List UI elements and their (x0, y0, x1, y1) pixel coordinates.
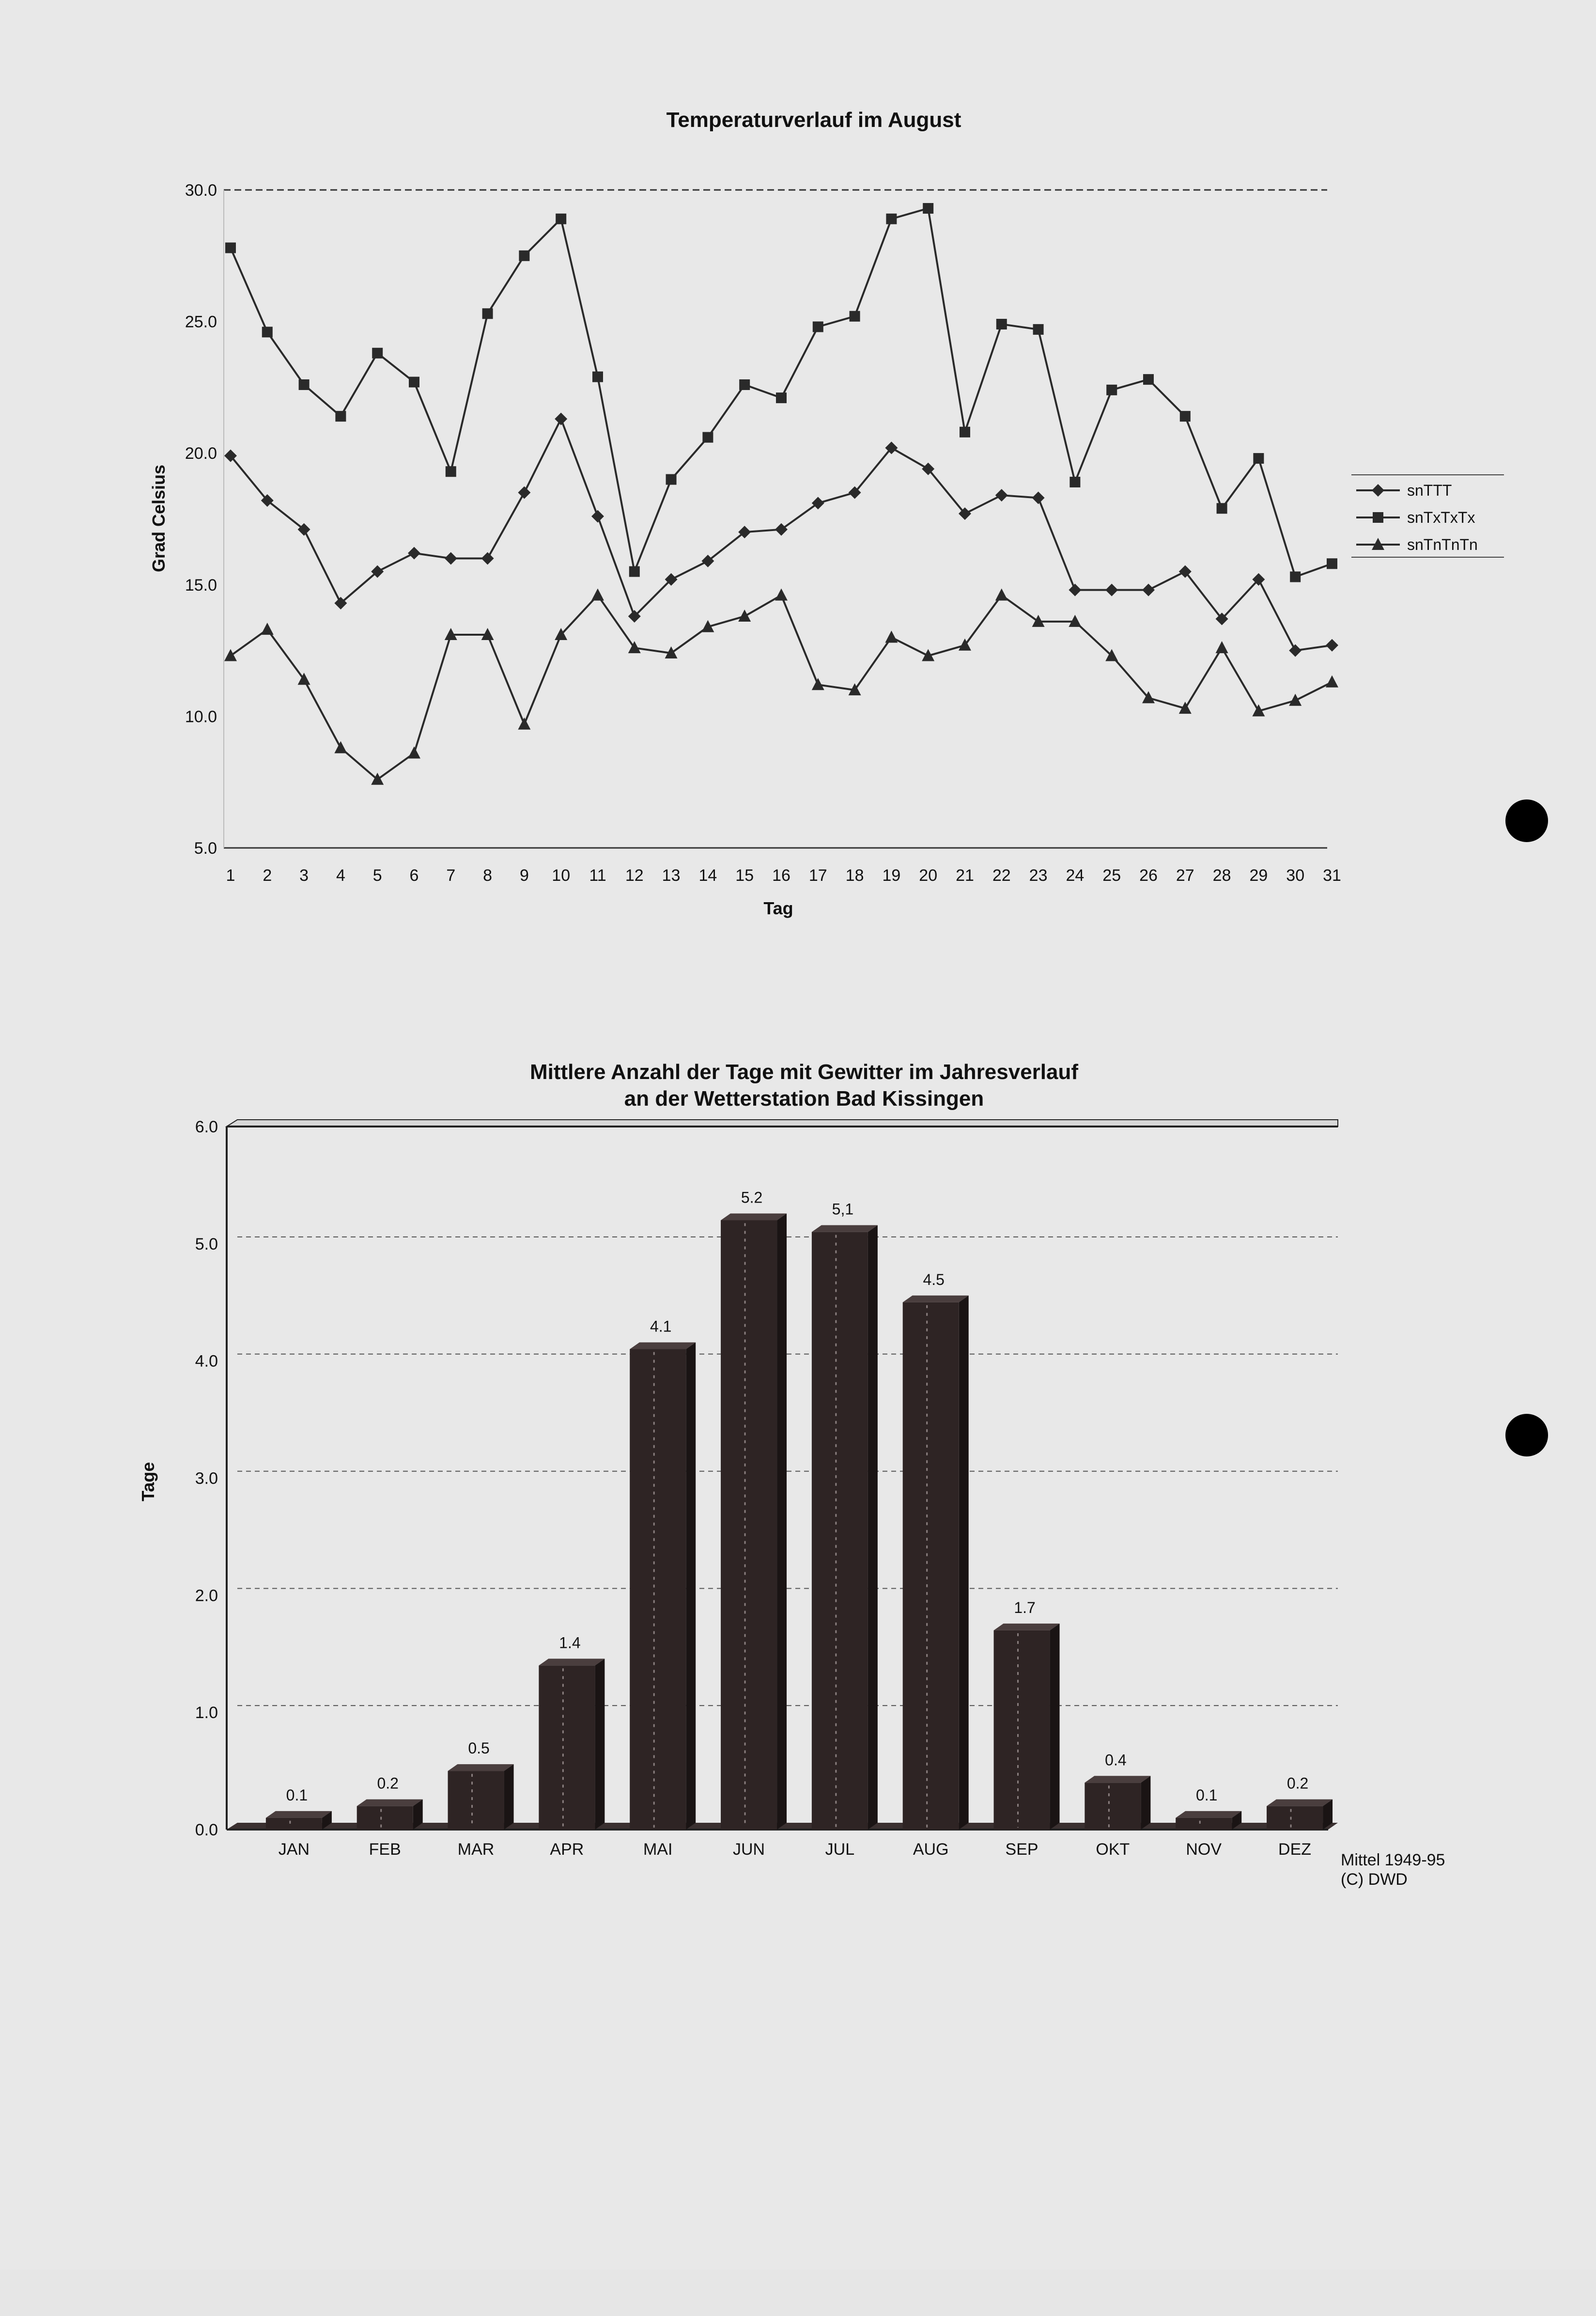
x-tick-label: APR (550, 1840, 584, 1859)
point-snTxTxTx (1217, 503, 1227, 514)
point-snTxTxTx (923, 203, 933, 214)
bar-APR (539, 1659, 604, 1830)
point-snTxTxTx (225, 243, 236, 253)
value-label: 5,1 (832, 1200, 854, 1218)
bar-front (448, 1771, 504, 1830)
point-snTnTnTn (995, 589, 1008, 601)
point-snTxTxTx (1253, 453, 1264, 464)
point-snTxTxTx (886, 214, 897, 224)
point-snTTT (481, 552, 494, 564)
bar-top (1085, 1776, 1150, 1783)
legend-label-snTTT: snTTT (1407, 482, 1452, 499)
bar-top (1267, 1800, 1333, 1806)
y-tick-label: 20.0 (185, 444, 217, 463)
x-tick-label: JUL (825, 1840, 855, 1859)
y-tick-label: 10.0 (185, 707, 217, 726)
point-snTTT (518, 486, 530, 499)
bar-top (812, 1225, 878, 1232)
chart1-gridlines (224, 190, 1327, 848)
y-tick-label: 6.0 (195, 1118, 218, 1136)
x-tick-label: 16 (772, 866, 790, 885)
value-label: 0.2 (377, 1774, 399, 1792)
legend-label-snTnTnTn: snTnTnTn (1407, 536, 1478, 553)
y-tick-label: 30.0 (185, 181, 217, 200)
x-tick-label: 21 (956, 866, 974, 885)
y-tick-label: 4.0 (195, 1352, 218, 1371)
point-snTxTxTx (1033, 324, 1044, 335)
bar-front (630, 1349, 686, 1830)
bar-MAR (448, 1764, 514, 1830)
x-tick-label: 26 (1139, 866, 1158, 885)
bar-front (903, 1302, 959, 1830)
point-snTnTnTn (738, 610, 751, 622)
value-label: 4.1 (650, 1317, 672, 1335)
x-tick-label: 6 (409, 866, 419, 885)
x-tick-label: 19 (882, 866, 901, 885)
bar-AUG (903, 1296, 969, 1830)
point-snTnTnTn (408, 746, 420, 758)
bar-front (1176, 1818, 1232, 1830)
x-tick-label: 15 (735, 866, 754, 885)
chart2-ylabel: Tage (138, 1462, 158, 1502)
x-tick-label: NOV (1186, 1840, 1222, 1859)
bar-top (266, 1811, 332, 1818)
legend-marker-snTxTxTx (1373, 512, 1383, 523)
x-tick-label: JAN (278, 1840, 310, 1859)
bar-top (630, 1342, 696, 1349)
point-snTTT (591, 510, 604, 523)
bar-top (721, 1213, 787, 1220)
chart2-subtitle: an der Wetterstation Bad Kissingen (624, 1087, 984, 1111)
bar-top (903, 1296, 969, 1302)
x-tick-label: AUG (913, 1840, 949, 1859)
point-snTxTxTx (666, 474, 677, 485)
point-snTxTxTx (372, 348, 383, 359)
x-tick-label: 1 (226, 866, 235, 885)
point-snTxTxTx (446, 466, 456, 477)
x-tick-label: 18 (845, 866, 864, 885)
x-tick-label: 20 (919, 866, 938, 885)
line-snTnTnTn (231, 595, 1332, 780)
x-tick-label: 5 (372, 866, 382, 885)
bar-front (1085, 1783, 1141, 1830)
x-tick-label: 3 (299, 866, 309, 885)
bar-top (994, 1624, 1060, 1630)
x-tick-label: 9 (519, 866, 529, 885)
x-tick-label: 22 (992, 866, 1011, 885)
point-snTnTnTn (1289, 694, 1302, 706)
bar-front (539, 1665, 595, 1830)
bar-side (959, 1296, 969, 1830)
point-snTTT (1289, 644, 1302, 657)
bar-side (686, 1342, 696, 1830)
point-snTTT (775, 523, 788, 536)
point-snTnTnTn (224, 649, 237, 661)
series-snTnTnTn (224, 589, 1338, 785)
point-snTxTxTx (1106, 385, 1117, 395)
bar-JAN (266, 1811, 332, 1830)
x-tick-label: 10 (552, 866, 571, 885)
point-snTnTnTn (1326, 675, 1338, 688)
point-snTxTxTx (335, 411, 346, 422)
point-snTxTxTx (850, 311, 860, 322)
value-label: 0.1 (1195, 1786, 1218, 1804)
x-tick-label: 23 (1029, 866, 1048, 885)
bar-side (868, 1225, 878, 1830)
temperature-line-chart (0, 0, 1596, 1008)
point-snTnTnTn (1216, 641, 1228, 653)
chart1-title: Temperaturverlauf im August (666, 108, 961, 132)
point-snTxTxTx (960, 427, 970, 438)
bar-JUN (721, 1213, 787, 1830)
bar-side (777, 1213, 787, 1830)
point-snTxTxTx (739, 379, 750, 390)
legend-marker-snTTT (1372, 484, 1384, 497)
x-tick-label: DEZ (1278, 1840, 1312, 1859)
bar-OKT (1085, 1776, 1150, 1830)
value-label: 0.2 (1286, 1774, 1309, 1792)
chart2-bars (266, 1213, 1333, 1830)
value-label: 0.1 (286, 1786, 308, 1804)
x-tick-label: 30 (1286, 866, 1305, 885)
x-tick-label: 29 (1249, 866, 1268, 885)
bar-front (357, 1806, 413, 1830)
thunderstorm-bar-chart (0, 1008, 1596, 2316)
value-label: 4.5 (923, 1270, 945, 1288)
point-snTTT (1032, 492, 1045, 504)
point-snTnTnTn (334, 741, 347, 753)
y-tick-label: 1.0 (195, 1704, 218, 1722)
point-snTxTxTx (1290, 572, 1301, 582)
series-snTTT (224, 413, 1338, 657)
chart2-title: Mittlere Anzahl der Tage mit Gewitter im Jahresverlauf (529, 1060, 1079, 1084)
bar-front (721, 1220, 777, 1830)
chart2-y-ticks (195, 1118, 218, 1839)
x-tick-label: FEB (369, 1840, 401, 1859)
point-snTTT (1069, 584, 1081, 596)
bar-front (994, 1630, 1050, 1830)
chart2-x-ticks (279, 1840, 1311, 1859)
x-tick-label: 27 (1176, 866, 1194, 885)
y-tick-label: 25.0 (185, 313, 217, 331)
point-snTxTxTx (1327, 558, 1337, 569)
x-tick-label: 24 (1066, 866, 1085, 885)
point-snTnTnTn (261, 623, 274, 635)
frame-top-3d (227, 1120, 1338, 1127)
point-snTTT (408, 547, 420, 560)
point-snTxTxTx (262, 327, 273, 337)
point-snTTT (995, 489, 1008, 501)
bar-JUL (812, 1225, 878, 1830)
bar-front (812, 1232, 868, 1830)
value-label: 1.4 (559, 1634, 581, 1652)
x-tick-label: 8 (483, 866, 493, 885)
x-tick-label: MAI (643, 1840, 673, 1859)
point-snTxTxTx (482, 308, 493, 319)
chart1-ylabel: Grad Celsius (149, 464, 169, 573)
point-snTxTxTx (299, 379, 310, 390)
chart2-value-labels (286, 1189, 1309, 1803)
x-tick-label: 17 (808, 866, 827, 885)
bar-top (539, 1659, 604, 1665)
point-snTxTxTx (702, 432, 713, 443)
bar-top (1176, 1811, 1241, 1818)
point-snTxTxTx (1143, 374, 1154, 385)
x-tick-label: 13 (662, 866, 681, 885)
bar-front (266, 1818, 322, 1830)
value-label: 1.7 (1014, 1598, 1036, 1616)
bar-front (1267, 1806, 1323, 1830)
x-tick-label: SEP (1005, 1840, 1038, 1859)
bar-top (357, 1800, 423, 1806)
y-tick-label: 2.0 (195, 1586, 218, 1605)
point-snTnTnTn (591, 589, 604, 601)
point-snTnTnTn (812, 678, 824, 690)
bar-NOV (1176, 1811, 1241, 1830)
bar-DEZ (1267, 1800, 1333, 1830)
y-tick-label: 15.0 (185, 576, 217, 595)
x-tick-label: 4 (336, 866, 345, 885)
chart1-y-ticks (185, 181, 217, 858)
bar-side (1050, 1624, 1060, 1830)
legend-label-snTxTxTx: snTxTxTx (1407, 509, 1475, 526)
bar-side (1141, 1776, 1150, 1830)
point-snTxTxTx (592, 372, 603, 382)
x-tick-label: OKT (1096, 1840, 1130, 1859)
x-tick-label: MAR (457, 1840, 495, 1859)
x-tick-label: 28 (1212, 866, 1231, 885)
point-snTxTxTx (519, 250, 529, 261)
point-snTxTxTx (1180, 411, 1191, 422)
point-snTxTxTx (776, 392, 787, 403)
point-snTxTxTx (1069, 477, 1080, 487)
bar-side (595, 1659, 604, 1830)
y-tick-label: 5.0 (194, 839, 217, 858)
bar-side (504, 1764, 514, 1830)
bar-SEP (994, 1624, 1060, 1830)
chart2-gridlines (237, 1237, 1338, 1706)
x-tick-label: 2 (263, 866, 272, 885)
point-snTTT (555, 413, 567, 425)
x-tick-label: 11 (589, 866, 606, 885)
point-snTTT (1142, 584, 1155, 596)
chart1-xlabel: Tag (763, 898, 793, 918)
x-tick-label: 7 (446, 866, 456, 885)
point-snTnTnTn (885, 630, 898, 642)
bar-FEB (357, 1800, 423, 1830)
chart1-series-group (224, 203, 1338, 785)
y-tick-label: 3.0 (195, 1469, 218, 1488)
chart1-legend (1351, 475, 1504, 557)
point-snTxTxTx (629, 566, 640, 577)
point-snTTT (445, 552, 457, 564)
point-snTxTxTx (813, 321, 823, 332)
point-snTnTnTn (518, 718, 530, 730)
x-tick-label: 14 (698, 866, 717, 885)
point-snTnTnTn (775, 589, 788, 601)
point-snTxTxTx (556, 214, 566, 224)
chart2-annotation-period: Mittel 1949-95 (1341, 1851, 1445, 1869)
value-label: 0.5 (468, 1739, 490, 1757)
bar-top (448, 1764, 514, 1771)
y-tick-label: 0.0 (195, 1821, 218, 1839)
value-label: 5.2 (741, 1189, 763, 1206)
point-snTTT (1326, 639, 1338, 652)
x-tick-label: JUN (733, 1840, 765, 1859)
value-label: 0.4 (1105, 1751, 1127, 1769)
x-tick-label: 25 (1102, 866, 1121, 885)
x-tick-label: 12 (625, 866, 644, 885)
bar-MAI (630, 1342, 696, 1830)
point-snTTT (1105, 584, 1118, 596)
point-snTTT (812, 497, 824, 509)
chart2-annotation-source: (C) DWD (1341, 1870, 1408, 1889)
point-snTxTxTx (409, 377, 419, 388)
point-snTxTxTx (996, 319, 1007, 329)
chart1-x-ticks (226, 866, 1341, 885)
y-tick-label: 5.0 (195, 1235, 218, 1253)
x-tick-label: 31 (1323, 866, 1341, 885)
